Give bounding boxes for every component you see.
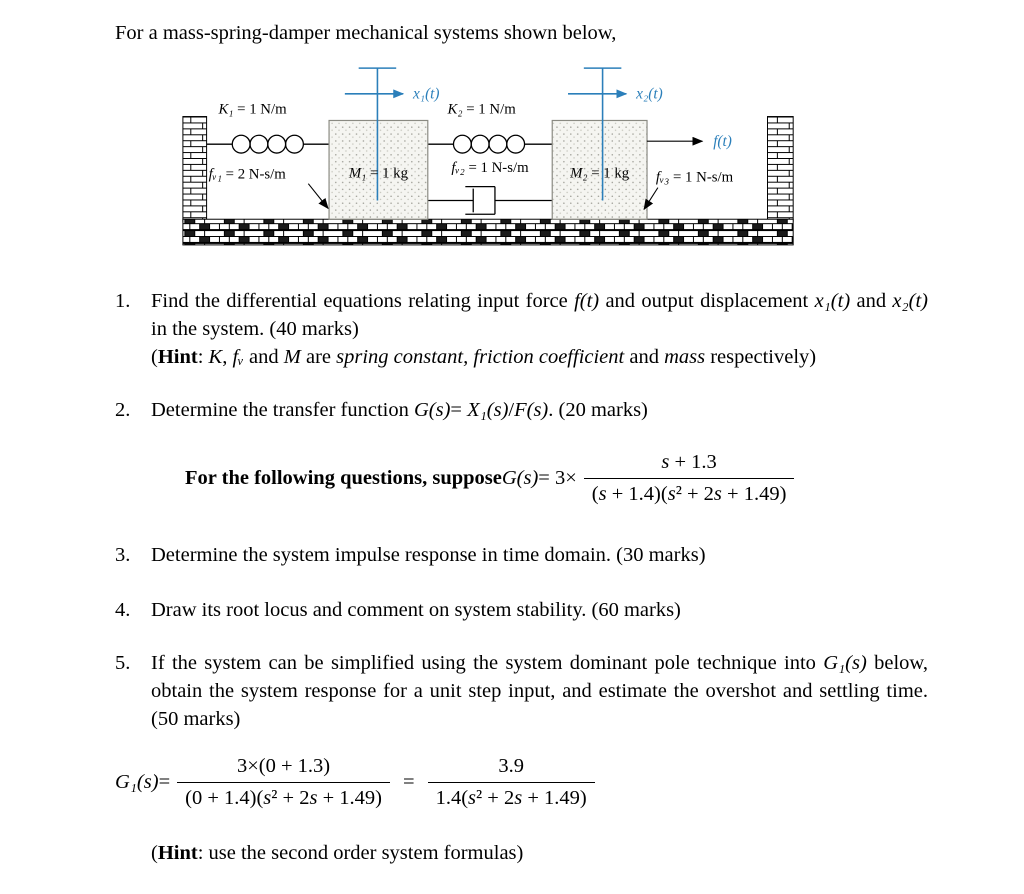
g1-equation xyxy=(115,753,928,811)
force-label: f(t) xyxy=(713,133,732,151)
question-5 xyxy=(115,649,928,733)
right-wall xyxy=(768,117,794,222)
gs-lhs: G(s) xyxy=(501,466,539,489)
intro-text: For a mass-spring-damper mechanical systems shown below, xyxy=(115,22,617,44)
k1-label: K₁ = 1 N/m xyxy=(218,101,287,118)
question-list xyxy=(115,287,928,733)
question-3-number: 3. xyxy=(115,543,131,566)
question-4-number: 4. xyxy=(115,598,131,621)
suppose-equation xyxy=(185,449,928,507)
gs-fraction xyxy=(584,449,795,507)
g1-lhs-rest: = xyxy=(158,770,171,793)
question-2-body: Determine the transfer function G(s)= X₁(s)/F(s). (20 marks) xyxy=(151,399,648,422)
fv3-label: fᵥ₃ = 1 N-s/m xyxy=(655,169,734,186)
g1-fraction-2 xyxy=(428,753,595,811)
question-1-hint: (Hint: K, fᵥ and M are spring constant, friction coefficient and mass respectively) xyxy=(151,346,817,369)
fv1-label: fᵥ₁ = 2 N-s/m xyxy=(208,166,286,183)
question-5-number: 5. xyxy=(115,651,131,674)
question-3-body: Determine the system impulse response in time domain. (30 marks) xyxy=(151,543,706,566)
question-2-number: 2. xyxy=(115,399,131,422)
final-hint: (Hint: use the second order system formulas) xyxy=(151,842,524,865)
gs-lhs-rest: = 3× xyxy=(538,466,577,489)
x1-displacement-label: x₁(t) xyxy=(412,85,440,103)
question-3 xyxy=(115,541,928,569)
g1-fraction-1-numerator: 3×(0 + 1.3) xyxy=(236,754,331,777)
ground xyxy=(183,219,793,245)
mass-spring-damper-figure xyxy=(175,63,807,253)
m2-label: M₂ = 1 kg xyxy=(570,165,630,182)
question-1-text xyxy=(151,287,928,371)
spring-k1 xyxy=(207,135,329,153)
question-4 xyxy=(115,596,928,624)
left-wall xyxy=(183,117,207,222)
spring-k2 xyxy=(428,135,552,153)
gs-fraction-denominator: (s + 1.4)(s² + 2s + 1.49) xyxy=(584,478,795,508)
gs-fraction-numerator: s + 1.3 xyxy=(661,451,717,474)
m1-label: M₁ = 1 kg xyxy=(348,165,408,182)
g1-lhs: G₁(s) xyxy=(115,770,159,793)
k2-label: K₂ = 1 N/m xyxy=(447,101,516,118)
question-1-number: 1. xyxy=(115,290,131,312)
mechanical-system-diagram xyxy=(175,63,807,253)
fv1-arrow xyxy=(308,184,328,209)
g1-fraction-1-denominator: (0 + 1.4)(s² + 2s + 1.49) xyxy=(177,782,390,812)
question-4-body: Draw its root locus and comment on system stability. (60 marks) xyxy=(151,598,681,621)
fv2-label: fᵥ₂ = 1 N-s/m xyxy=(451,159,529,176)
suppose-lead: For the following questions, suppose xyxy=(185,466,502,489)
g1-fraction-2-numerator: 3.9 xyxy=(498,754,524,777)
g1-fraction-2-denominator: 1.4(s² + 2s + 1.49) xyxy=(428,782,595,812)
question-1 xyxy=(115,287,928,371)
question-5-body: If the system can be simplified using the system dominant pole technique into G₁(s) below, obtain the system response for a unit step input, and estimate the overshot and settling time. (50 marks) xyxy=(151,651,928,730)
question-2 xyxy=(115,396,928,424)
question-1-body: Find the differential equations relating input force f(t) and output displacement x₁(t) and x₂(t) in the system. (40 marks) xyxy=(151,290,928,341)
g1-equals-sign: = xyxy=(403,770,415,793)
g1-fraction-1 xyxy=(177,753,390,811)
damper-fv2 xyxy=(428,187,552,215)
x2-displacement-label: x₂(t) xyxy=(636,85,663,103)
